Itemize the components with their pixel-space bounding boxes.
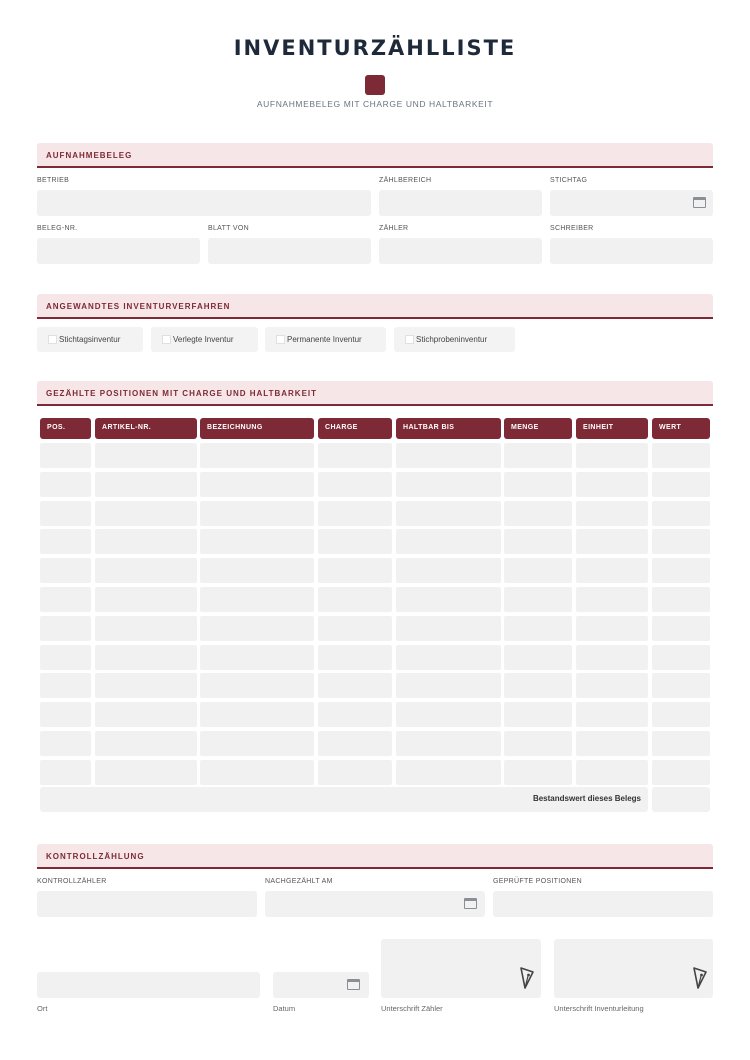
table-cell[interactable] [576,501,648,526]
section-heading: GEZÄHLTE POSITIONEN MIT CHARGE UND HALTBARKEIT [46,389,318,398]
schreiber-label: SCHREIBER [550,225,594,232]
table-cell[interactable] [318,645,392,670]
total-value-field[interactable] [652,787,710,812]
table-cell[interactable] [652,673,710,698]
signature-zaehler-field[interactable] [381,939,541,998]
blatt-von-field[interactable] [208,238,371,264]
table-cell[interactable] [95,443,197,468]
table-cell[interactable] [318,760,392,785]
column-header-wert [652,418,710,439]
total-row [40,787,648,812]
kontrollzaehler-label: KONTROLLZÄHLER [37,878,107,885]
table-cell[interactable] [40,673,91,698]
ort-field[interactable] [37,972,260,998]
table-cell[interactable] [504,529,572,554]
table-cell[interactable] [95,558,197,583]
checkbox[interactable] [405,335,414,344]
table-cell[interactable] [652,558,710,583]
checkbox[interactable] [48,335,57,344]
document-subtitle: AUFNAHMEBELEG MIT CHARGE UND HALTBARKEIT [256,99,494,109]
table-cell[interactable] [652,587,710,612]
table-cell[interactable] [576,645,648,670]
column-header-label: WERT [659,424,682,431]
table-cell[interactable] [40,731,91,756]
option-label: Permanente Inventur [287,335,362,344]
table-cell[interactable] [95,616,197,641]
logo-mark [365,75,385,95]
table-cell[interactable] [40,529,91,554]
table-cell[interactable] [396,645,501,670]
table-cell[interactable] [40,558,91,583]
table-cell[interactable] [652,443,710,468]
zaehlbereich-field[interactable] [379,190,542,216]
column-header-artikel-nr [95,418,197,439]
table-cell[interactable] [396,760,501,785]
table-cell[interactable] [40,472,91,497]
table-cell[interactable] [200,731,314,756]
calendar-icon[interactable] [693,197,706,208]
column-header-haltbar-bis [396,418,501,439]
table-cell[interactable] [504,501,572,526]
column-header-label: MENGE [511,424,539,431]
document-title: INVENTURZÄHLLISTE [233,36,517,60]
gepruefte-positionen-label: GEPRÜFTE POSITIONEN [493,878,582,885]
column-header-label: POS. [47,424,66,431]
table-cell[interactable] [200,472,314,497]
table-cell[interactable] [504,443,572,468]
column-header-pos [40,418,91,439]
signature-leitung-field[interactable] [554,939,713,998]
column-header-label: EINHEIT [583,424,614,431]
option-stichprobeninventur[interactable] [394,327,515,352]
section-heading: AUFNAHMEBELEG [46,151,133,160]
gepruefte-positionen-field[interactable] [493,891,713,917]
table-cell[interactable] [40,702,91,727]
stichtag-label: STICHTAG [550,177,588,184]
table-cell[interactable] [318,587,392,612]
table-cell[interactable] [504,587,572,612]
table-cell[interactable] [200,673,314,698]
zaehlbereich-label: ZÄHLBEREICH [379,177,432,184]
betrieb-label: BETRIEB [37,177,70,184]
table-cell[interactable] [318,529,392,554]
table-cell[interactable] [652,760,710,785]
blatt-von-label: BLATT VON [208,225,249,232]
table-cell[interactable] [504,673,572,698]
ort-label: Ort [37,1004,48,1013]
nachgezaehlt-am-field[interactable] [265,891,485,917]
section-positionen [37,381,713,406]
table-cell[interactable] [200,529,314,554]
table-cell[interactable] [576,616,648,641]
option-permanente-inventur[interactable] [265,327,386,352]
option-label: Stichtagsinventur [59,335,121,344]
section-kontrolle [37,844,713,869]
table-cell[interactable] [95,472,197,497]
table-cell[interactable] [40,760,91,785]
column-header-label: ARTIKEL-NR. [102,424,152,431]
table-cell[interactable] [396,702,501,727]
signature-leitung-label: Unterschrift Inventurleitung [554,1004,644,1013]
table-cell[interactable] [396,587,501,612]
column-header-label: CHARGE [325,424,358,431]
table-cell[interactable] [396,616,501,641]
table-cell[interactable] [200,587,314,612]
table-cell[interactable] [200,702,314,727]
table-cell[interactable] [95,529,197,554]
zaehler-label: ZÄHLER [379,225,409,232]
table-cell[interactable] [95,731,197,756]
table-cell[interactable] [504,558,572,583]
table-cell[interactable] [652,731,710,756]
table-cell[interactable] [318,501,392,526]
table-cell[interactable] [318,731,392,756]
option-label: Verlegte Inventur [173,335,234,344]
total-label: Bestandswert dieses Belegs [532,794,641,803]
table-cell[interactable] [200,616,314,641]
betrieb-field[interactable] [37,190,371,216]
calendar-icon[interactable] [464,898,477,909]
section-heading: ANGEWANDTES INVENTURVERFAHREN [46,302,231,311]
table-cell[interactable] [95,645,197,670]
table-cell[interactable] [95,673,197,698]
table-cell[interactable] [576,443,648,468]
table-cell[interactable] [40,645,91,670]
table-cell[interactable] [504,472,572,497]
datum-label: Datum [273,1004,296,1013]
table-cell[interactable] [95,760,197,785]
table-cell[interactable] [318,558,392,583]
table-cell[interactable] [318,443,392,468]
zaehler-field[interactable] [379,238,542,264]
column-header-label: HALTBAR BIS [403,424,455,431]
column-header-menge [504,418,572,439]
table-cell[interactable] [40,616,91,641]
table-cell[interactable] [652,702,710,727]
kontrollzaehler-field[interactable] [37,891,257,917]
table-cell[interactable] [576,558,648,583]
table-cell[interactable] [576,472,648,497]
pen-nib-icon [692,966,708,990]
column-header-label: BEZEICHNUNG [207,424,263,431]
table-cell[interactable] [396,529,501,554]
stichtag-field[interactable] [550,190,713,216]
table-cell[interactable] [504,731,572,756]
table-cell[interactable] [40,443,91,468]
table-cell[interactable] [95,501,197,526]
table-cell[interactable] [200,443,314,468]
table-cell[interactable] [396,443,501,468]
table-cell[interactable] [504,616,572,641]
datum-field[interactable] [273,972,369,998]
checkbox[interactable] [162,335,171,344]
table-cell[interactable] [200,501,314,526]
column-header-bezeichnung [200,418,314,439]
section-verfahren [37,294,713,319]
table-cell[interactable] [40,587,91,612]
table-cell[interactable] [318,472,392,497]
signature-zaehler-label: Unterschrift Zähler [381,1004,443,1013]
table-cell[interactable] [576,673,648,698]
section-aufnahmebeleg [37,143,713,168]
table-cell[interactable] [576,702,648,727]
table-cell[interactable] [652,501,710,526]
table-cell[interactable] [95,587,197,612]
table-cell[interactable] [652,529,710,554]
beleg-nr-label: BELEG-NR. [37,225,78,232]
table-cell[interactable] [396,673,501,698]
table-cell[interactable] [396,501,501,526]
table-cell[interactable] [504,645,572,670]
table-cell[interactable] [396,472,501,497]
table-cell[interactable] [95,702,197,727]
table-cell[interactable] [200,558,314,583]
table-cell[interactable] [652,645,710,670]
table-cell[interactable] [576,587,648,612]
calendar-icon[interactable] [347,979,360,990]
table-cell[interactable] [576,760,648,785]
table-cell[interactable] [576,731,648,756]
section-heading: KONTROLLZÄHLUNG [46,852,145,861]
option-label: Stichprobeninventur [416,335,488,344]
option-stichtagsinventur[interactable] [37,327,143,352]
table-cell[interactable] [318,616,392,641]
table-cell[interactable] [396,558,501,583]
checkbox[interactable] [276,335,285,344]
table-cell[interactable] [576,529,648,554]
nachgezaehlt-am-label: NACHGEZÄHLT AM [265,878,333,885]
table-cell[interactable] [318,702,392,727]
table-cell[interactable] [504,760,572,785]
schreiber-field[interactable] [550,238,713,264]
beleg-nr-field[interactable] [37,238,200,264]
column-header-einheit [576,418,648,439]
table-cell[interactable] [652,472,710,497]
table-cell[interactable] [200,760,314,785]
table-cell[interactable] [40,501,91,526]
table-cell[interactable] [396,731,501,756]
option-verlegte-inventur[interactable] [151,327,258,352]
table-cell[interactable] [652,616,710,641]
table-cell[interactable] [504,702,572,727]
pen-nib-icon [519,966,535,990]
column-header-charge [318,418,392,439]
table-cell[interactable] [318,673,392,698]
table-cell[interactable] [200,645,314,670]
